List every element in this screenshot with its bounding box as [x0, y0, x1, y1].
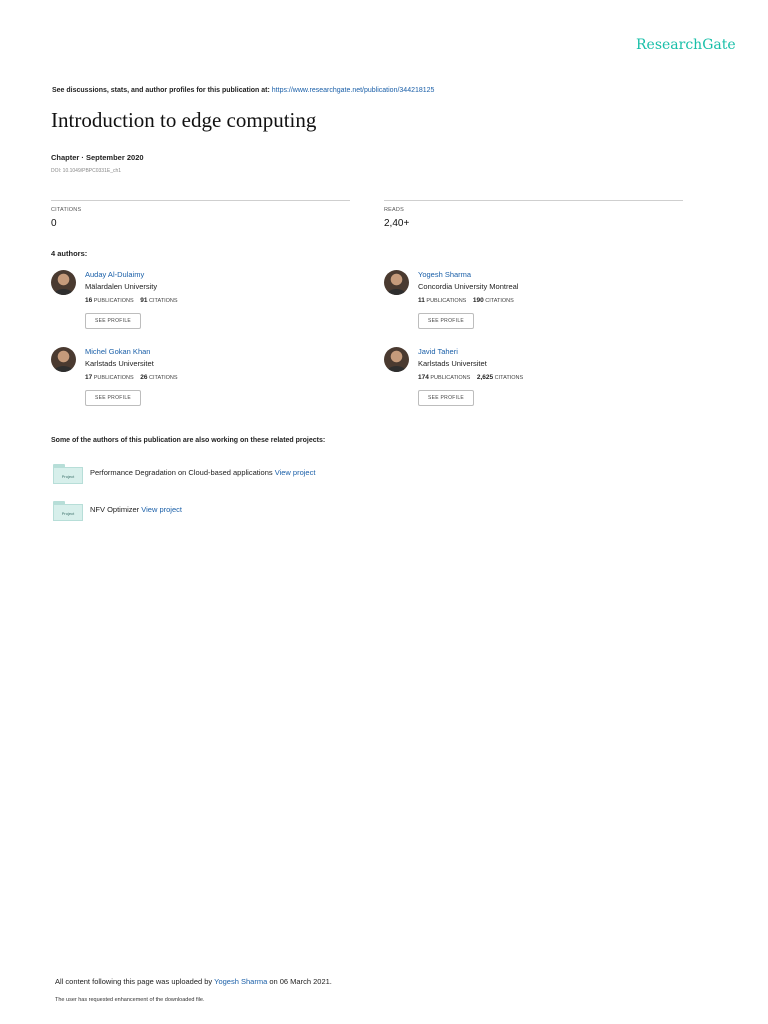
publication-url-link[interactable]: https://www.researchgate.net/publication/344218125	[271, 87, 435, 94]
citations-label: CITATIONS	[149, 375, 178, 381]
enhancement-note: The user has requested enhancement of the downloaded file.	[55, 997, 205, 1003]
author-name-link[interactable]: Auday Al-Dulaimy	[85, 270, 145, 279]
publications-count: 174	[418, 374, 429, 381]
reads-label: READS	[384, 207, 404, 213]
publications-count: 17	[85, 374, 93, 381]
avatar[interactable]	[51, 270, 76, 295]
related-projects-heading: Some of the authors of this publication are also working on these related projects:	[51, 437, 326, 444]
publications-label: PUBLICATIONS	[93, 375, 134, 381]
publication-title: Introduction to edge computing	[51, 108, 317, 132]
citations-count: 190	[472, 297, 484, 304]
publication-doi: DOI: 10.1049/PBPC0331E_ch1	[51, 168, 122, 174]
see-profile-button[interactable]: SEE PROFILE	[85, 313, 141, 329]
author-name-link[interactable]: Yogesh Sharma	[418, 270, 472, 279]
author-institution: Karlstads Universitet	[85, 359, 154, 368]
citations-label: CITATIONS	[485, 298, 514, 304]
publications-count: 11	[418, 297, 425, 304]
author-card	[384, 347, 684, 417]
author-stats	[418, 374, 523, 381]
avatar[interactable]	[51, 347, 76, 372]
author-stats	[85, 374, 178, 381]
upload-prefix: All content following this page was uploaded by	[55, 977, 213, 986]
publication-type-date: Chapter · September 2020	[51, 153, 144, 162]
author-stats	[418, 297, 514, 304]
project-item	[53, 462, 453, 486]
reads-count: 2,40+	[384, 218, 410, 229]
project-folder-icon	[53, 464, 83, 484]
author-card	[51, 270, 351, 340]
citations-count: 0	[51, 218, 57, 229]
project-icon-label: Project	[53, 504, 83, 521]
citations-label: CITATIONS	[149, 298, 178, 304]
avatar[interactable]	[384, 347, 409, 372]
view-project-link[interactable]: View project	[274, 468, 316, 477]
upload-notice	[55, 977, 332, 986]
publications-count: 16	[85, 297, 93, 304]
see-profile-button[interactable]: SEE PROFILE	[418, 390, 474, 406]
project-icon-label: Project	[53, 467, 83, 484]
view-project-link[interactable]: View project	[141, 505, 182, 514]
project-item	[53, 499, 453, 523]
citations-count: 91	[140, 297, 148, 304]
author-institution: Concordia University Montreal	[418, 282, 519, 291]
author-stats	[85, 297, 178, 304]
reads-divider	[384, 200, 683, 201]
author-name-link[interactable]: Javid Taheri	[418, 347, 458, 356]
discussions-notice	[52, 87, 434, 94]
avatar[interactable]	[384, 270, 409, 295]
upload-suffix: on 06 March 2021.	[269, 977, 332, 986]
publications-label: PUBLICATIONS	[93, 298, 134, 304]
author-institution: Mälardalen University	[85, 282, 158, 291]
project-title: Performance Degradation on Cloud-based applications	[90, 468, 273, 477]
citations-count: 2,625	[476, 374, 494, 381]
authors-heading: 4 authors:	[51, 249, 88, 258]
citations-label: CITATIONS	[51, 207, 82, 213]
author-card	[51, 347, 351, 417]
project-folder-icon	[53, 501, 83, 521]
author-card	[384, 270, 684, 340]
author-institution: Karlstads Universitet	[418, 359, 487, 368]
citations-count: 26	[140, 374, 148, 381]
see-profile-button[interactable]: SEE PROFILE	[85, 390, 141, 406]
see-profile-button[interactable]: SEE PROFILE	[418, 313, 474, 329]
author-name-link[interactable]: Michel Gokan Khan	[85, 347, 151, 356]
citations-label: CITATIONS	[494, 375, 524, 381]
project-title: NFV Optimizer	[90, 505, 140, 514]
discussions-text: See discussions, stats, and author profiles for this publication at:	[52, 87, 270, 94]
uploader-link[interactable]: Yogesh Sharma	[214, 977, 268, 986]
researchgate-logo[interactable]: ResearchGate	[636, 37, 736, 53]
publications-label: PUBLICATIONS	[426, 298, 467, 304]
publications-label: PUBLICATIONS	[430, 375, 471, 381]
citations-divider	[51, 200, 350, 201]
